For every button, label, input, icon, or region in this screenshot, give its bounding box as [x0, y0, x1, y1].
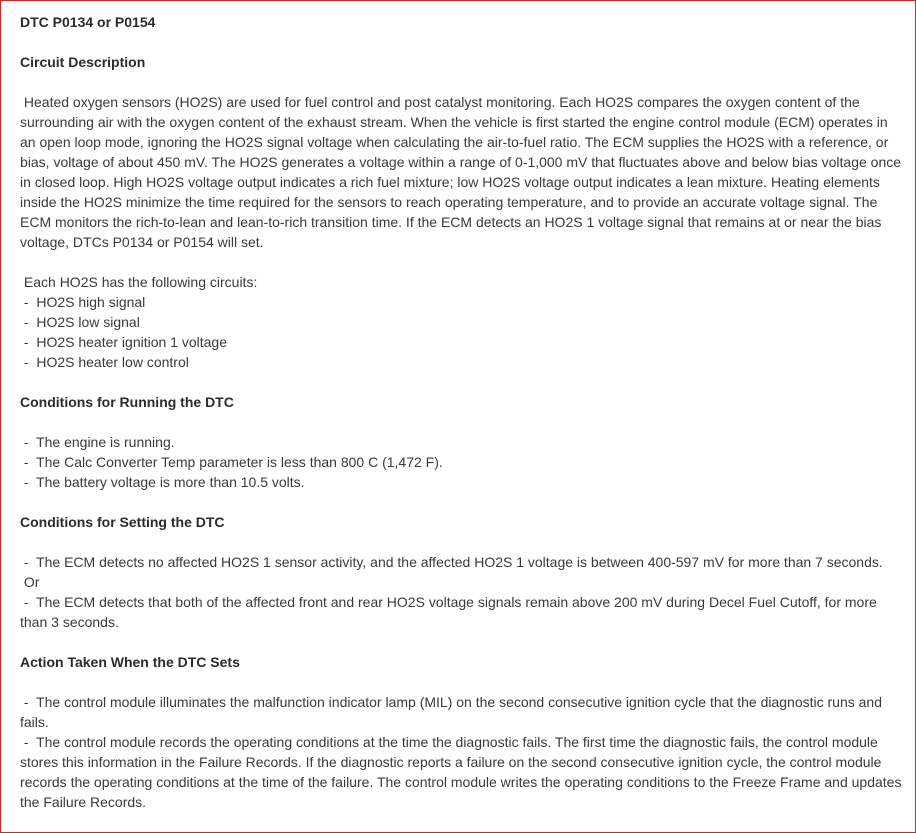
spacer [20, 532, 903, 552]
condition-running-item: - The battery voltage is more than 10.5 volts. [20, 474, 305, 490]
action-taken-item: - The control module illuminates the malfunction indicator lamp (MIL) on the second consecutive ignition cycle that the diagnostic runs and fails. [20, 694, 886, 730]
dtc-document [1, 1, 915, 812]
condition-running-item: - The engine is running. [20, 434, 175, 450]
spacer [20, 492, 903, 512]
action-taken-item: - The control module records the operating conditions at the time the diagnostic fails. The first time the diagnostic fails, the control module stores this information in the Failure Records. If the diagnostic reports a failure on the second consecutive ignition cycle, the control module records the operating conditions at the time of the failure. The control module writes the operating conditions to the Freeze Frame and updates the Failure Records. [20, 734, 906, 810]
spacer [20, 672, 903, 692]
conditions-running-heading: Conditions for Running the DTC [20, 394, 234, 410]
spacer [20, 252, 903, 272]
circuit-item: - HO2S heater low control [20, 354, 189, 370]
circuit-description-heading: Circuit Description [20, 54, 146, 70]
document-title: DTC P0134 or P0154 [20, 14, 156, 30]
spacer [20, 412, 903, 432]
spacer [20, 32, 903, 52]
spacer [20, 372, 903, 392]
action-taken-heading: Action Taken When the DTC Sets [20, 654, 240, 670]
condition-setting-or: Or [20, 574, 40, 590]
spacer [20, 632, 903, 652]
condition-running-item: - The Calc Converter Temp parameter is less than 800 C (1,472 F). [20, 454, 443, 470]
condition-setting-item: - The ECM detects that both of the affected front and rear HO2S voltage signals remain above 200 mV during Decel Fuel Cutoff, for more than 3 seconds. [20, 594, 881, 630]
circuit-item: - HO2S low signal [20, 314, 140, 330]
circuits-intro: Each HO2S has the following circuits: [20, 274, 258, 290]
condition-setting-item: - The ECM detects no affected HO2S 1 sensor activity, and the affected HO2S 1 voltage is between 400-597 mV for more than 7 seconds. [20, 554, 883, 570]
circuit-item: - HO2S high signal [20, 294, 146, 310]
circuit-description-paragraph: Heated oxygen sensors (HO2S) are used for fuel control and post catalyst monitoring. Each HO2S compares the oxygen content of the surrounding air with the oxygen content of the exhaust stream. When the vehicle is first started the engine control module (ECM) operates in an open loop mode, ignoring the HO2S signal voltage when calculating the air-to-fuel ratio. The ECM supplies the HO2S with a reference, or bias, voltage of about 450 mV. The HO2S generates a voltage within a range of 0-1,000 mV that fluctuates above and below bias voltage once in closed loop. High HO2S voltage output indicates a rich fuel mixture; low HO2S voltage output indicates a lean mixture. Heating elements inside the HO2S minimize the time required for the sensors to reach operating temperature, and to provide an accurate voltage signal. The ECM monitors the rich-to-lean and lean-to-rich transition time. If the ECM detects an HO2S 1 voltage signal that remains at or near the bias voltage, DTCs P0134 or P0154 will set. [20, 94, 905, 250]
conditions-setting-heading: Conditions for Setting the DTC [20, 514, 225, 530]
circuit-item: - HO2S heater ignition 1 voltage [20, 334, 228, 350]
spacer [20, 72, 903, 92]
